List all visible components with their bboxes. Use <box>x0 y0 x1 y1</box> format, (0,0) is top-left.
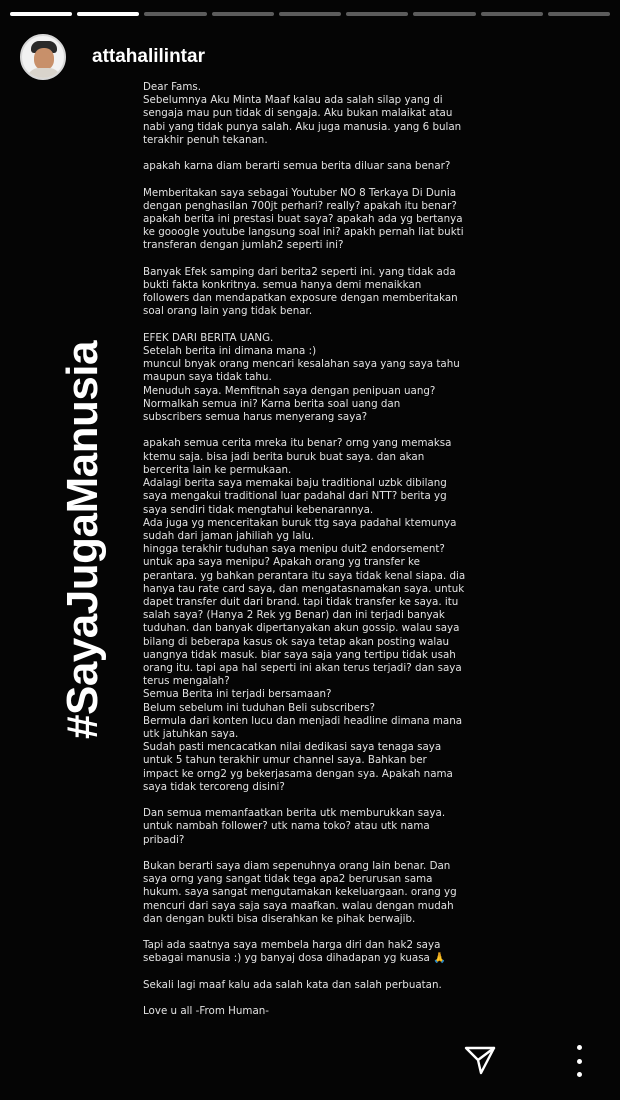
avatar-face <box>34 48 54 70</box>
vertical-ellipsis-icon <box>577 1045 582 1050</box>
progress-segment <box>548 12 610 16</box>
progress-segment <box>77 12 139 16</box>
progress-segment <box>279 12 341 16</box>
story-body-text: Dear Fams. Sebelumnya Aku Minta Maaf kalau ada salah silap yang di sengaja mau pun tidak di sengaja. Aku bukan malaikat atau nabi yang tidak punya salah. Aku juga manusia. yang 6 bulan terakhir penuh tekanan. apakah karna diam berarti semua berita diluar sana benar? Memberitakan saya sebagai Youtuber NO 8 Terkaya Di Dunia dengan penghasilan 700jt perhari? really? apakah itu benar? apakah berita ini prestasi buat saya? apakah ada yg bertanya ke gooogle youtube langsung soal ini? apakh pernah liat bukti transferan dengan jumlah2 seperti ini? Banyak Efek samping dari berita2 seperti ini. yang tidak ada bukti fakta konkritnya. semua hanya demi menaikkan followers dan mendapatkan exposure dengan memberitakan soal orang lain yang tidak benar. EFEK DARI BERITA UANG. Setelah berita ini dimana mana :) muncul bnyak orang mencari kesalahan saya yang saya tahu maupun saya tidak tahu. Menuduh saya. Memfitnah saya dengan penipuan uang? Normalkah semua ini? Karna berita soal uang dan subscribers semua harus menyerang saya? apakah semua cerita mreka itu benar? orng yang memaksa ktemu saja. bisa jadi berita buruk buat saya. dan akan bercerita lain ke permukaan. Adalagi berita saya memakai baju traditional uzbk dibilang saya mengakui traditional luar padahal dari NTT? berita yg saya sendiri tidak mengtahui kebenarannya. Ada juga yg menceritakan buruk ttg saya padahal ktemunya sudah dari jaman jahiliah yg lalu. hingga terakhir tuduhan saya menipu duit2 endorsement? untuk apa saya menipu? Apakah orang yg transfer ke perantara. yg bahkan perantara itu saya tidak kenal siapa. dia hanya tau rate card saya, dan mengatasnamakan saya. untuk dapet transfer duit dari brand. tapi tidak transfer ke saya. itu salah saya? (Hanya 2 Rek yg Benar) dan ini terjadi banyak tuduhan. dan banyak dipertanyakan akun gossip. walau saya bilang di beberapa kasus ok saya tetap akan posting walau uangnya tidak masuk. biar saya saja yang tertipu tidak usah orang itu. tapi apa hal seperti ini akan terus terjadi? dan saya terus mengalah? Semua Berita ini terjadi bersamaan? Belum sebelum ini tuduhan Beli subscribers? Bermula dari konten lucu dan menjadi headline dimana mana utk jatuhkan saya. Sudah pasti mencacatkan nilai dedikasi saya tenaga saya untuk 5 tahun terakhir umur channel saya. Bahkan ber impact ke orng2 yg bekerjasama dengan sya. Apakah nama saya tidak tercoreng disini? Dan semua memanfaatkan berita utk memburukkan saya. untuk nambah follower? utk nama toko? atau utk nama pribadi? Bukan berarti saya diam sepenuhnya orang lain benar. Dan saya orng yang sangat tidak tega apa2 berurusan sama hukum. saya sangat mengutamakan kekeluargaan. orang yg mencuri dari saya saja saya maafkan. walau dengan mudah dan dengan bukti bisa diserahkan ke pihak berwajib. Tapi ada saatnya saya membela harga diri dan hak2 saya sebagai manusia :) yg banyaj dosa dihadapan yg kuasa 🙏 Sekali lagi maaf kalu ada salah kata dan salah perbuatan. Love u all -From Human- <box>143 81 466 1018</box>
send-button[interactable] <box>463 1043 497 1077</box>
vertical-ellipsis-icon <box>577 1059 582 1064</box>
progress-segment <box>481 12 543 16</box>
username[interactable]: attahalilintar <box>92 46 205 67</box>
progress-segment <box>144 12 206 16</box>
story-header <box>20 34 600 80</box>
avatar[interactable] <box>20 34 66 80</box>
avatar-coat <box>27 68 61 80</box>
paper-plane-icon <box>463 1043 497 1077</box>
hashtag-text: #SayaJugaManusia <box>57 341 107 739</box>
hashtag-sticker <box>55 340 110 740</box>
progress-segment <box>346 12 408 16</box>
progress-segment <box>413 12 475 16</box>
vertical-ellipsis-icon <box>577 1072 582 1077</box>
progress-segment <box>10 12 72 16</box>
story-progress-bar <box>10 12 610 16</box>
progress-segment <box>212 12 274 16</box>
more-options-button[interactable] <box>566 1045 592 1077</box>
